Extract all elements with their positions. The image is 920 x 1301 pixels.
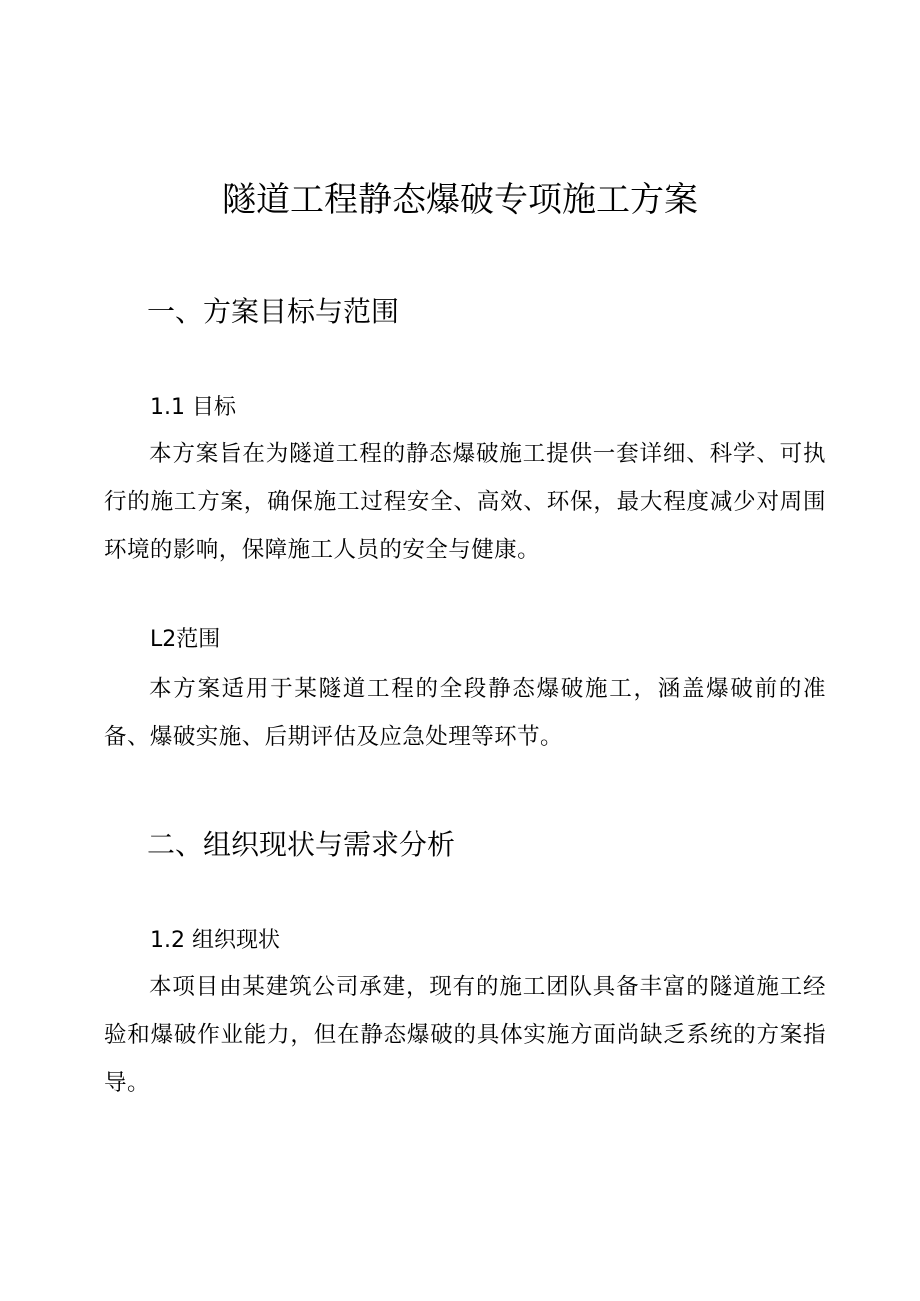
document-title: 隧道工程静态爆破专项施工方案 — [222, 180, 698, 220]
paragraph-scope: 本方案适用于某隧道工程的全段静态爆破施工，涵盖爆破前的准备、爆破实施、后期评估及应急处理等环节。 — [104, 676, 826, 750]
subsection-heading-1-2: L2范围 — [150, 627, 221, 652]
paragraph-org-status: 本项目由某建筑公司承建，现有的施工团队具备丰富的隧道施工经验和爆破作业能力，但在静态爆破的具体实施方面尚缺乏系统的方案指导。 — [104, 974, 826, 1096]
section-heading-2: 二、组织现状与需求分析 — [147, 828, 456, 861]
section-heading-1: 一、方案目标与范围 — [147, 295, 400, 328]
paragraph-goal: 本方案旨在为隧道工程的静态爆破施工提供一套详细、科学、可执行的施工方案，确保施工过程安全、高效、环保，最大程度减少对周围环境的影响，保障施工人员的安全与健康。 — [104, 441, 826, 563]
subsection-heading-2-1: 1.2 组织现状 — [150, 928, 280, 953]
subsection-heading-1-1: 1.1 目标 — [150, 395, 236, 420]
